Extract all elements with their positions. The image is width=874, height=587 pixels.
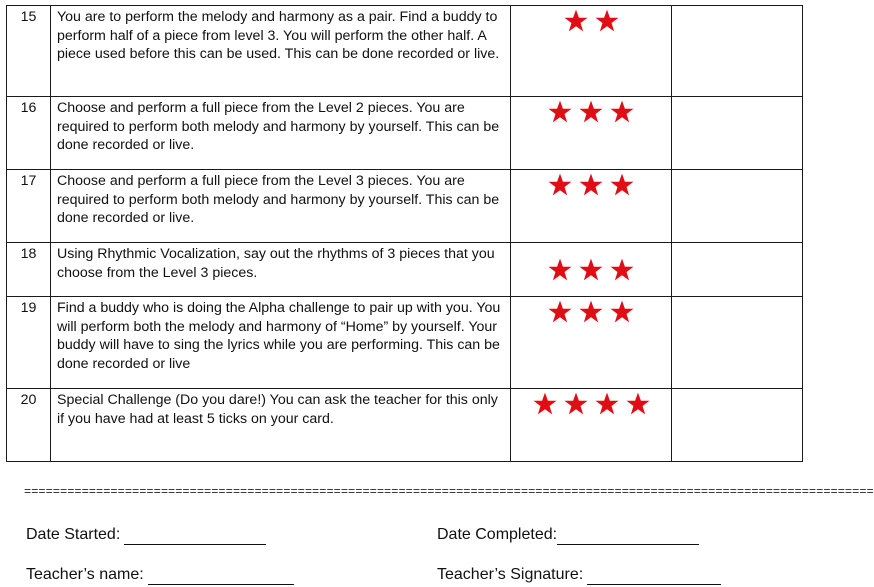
star-icon (563, 391, 589, 417)
star-icon (563, 8, 589, 34)
challenge-description: Special Challenge (Do you dare!) You can ask the teacher for this only if you have had at least 5 ticks on your card. (51, 389, 511, 462)
challenge-row (7, 297, 803, 389)
challenge-description: Choose and perform a full piece from the Level 3 pieces. You are required to perform both melody and harmony by yourself. This can be done recorded or live. (51, 170, 511, 243)
challenge-table-body (7, 6, 803, 462)
star-icon (625, 391, 651, 417)
challenge-row (7, 389, 803, 462)
challenge-row (7, 243, 803, 297)
divider-line: ====================================================================================================================== (24, 485, 874, 499)
tick-box[interactable] (672, 6, 803, 97)
tick-box[interactable] (672, 389, 803, 462)
challenge-table (6, 5, 803, 462)
challenge-number: 15 (7, 6, 51, 97)
star-icon (609, 257, 635, 283)
tick-box[interactable] (672, 243, 803, 297)
challenge-number: 18 (7, 243, 51, 297)
teachers-name-label: Teacher’s name: (26, 566, 144, 583)
date-completed-field (437, 525, 699, 545)
challenge-number: 20 (7, 389, 51, 462)
star-icon (547, 299, 573, 325)
date-completed-blank[interactable] (557, 529, 699, 545)
teachers-name-blank[interactable] (148, 569, 294, 585)
date-completed-label: Date Completed: (437, 526, 558, 543)
difficulty-stars-cell (511, 97, 672, 170)
tick-box[interactable] (672, 97, 803, 170)
star-icon (609, 299, 635, 325)
difficulty-stars-cell (511, 297, 672, 389)
star-icon (547, 172, 573, 198)
challenge-description: Find a buddy who is doing the Alpha challenge to pair up with you. You will perform both the melody and harmony of “Home” by yourself. Your buddy will have to sing the lyrics while you are performing. This can be done recorded or live (51, 297, 511, 389)
date-started-field (26, 525, 266, 545)
difficulty-rating (563, 8, 620, 34)
teachers-name-field (26, 565, 294, 585)
tick-box[interactable] (672, 170, 803, 243)
star-icon (594, 391, 620, 417)
teachers-signature-blank[interactable] (587, 569, 721, 585)
star-icon (609, 99, 635, 125)
difficulty-rating (547, 172, 635, 198)
challenge-description: Using Rhythmic Vocalization, say out the rhythms of 3 pieces that you choose from the Level 3 pieces. (51, 243, 511, 297)
star-icon (547, 257, 573, 283)
challenge-row (7, 6, 803, 97)
star-icon (532, 391, 558, 417)
star-icon (578, 257, 604, 283)
challenge-row (7, 97, 803, 170)
challenge-number: 17 (7, 170, 51, 243)
challenge-number: 16 (7, 97, 51, 170)
difficulty-stars-cell (511, 6, 672, 97)
star-icon (578, 299, 604, 325)
challenge-number: 19 (7, 297, 51, 389)
teachers-signature-field (437, 565, 721, 585)
difficulty-rating (547, 99, 635, 125)
difficulty-stars-cell (511, 243, 672, 297)
date-started-blank[interactable] (124, 529, 266, 545)
teachers-signature-label: Teacher’s Signature: (437, 566, 584, 583)
star-icon (609, 172, 635, 198)
challenge-description: Choose and perform a full piece from the Level 2 pieces. You are required to perform both melody and harmony by yourself. This can be done recorded or live. (51, 97, 511, 170)
difficulty-stars-cell (511, 389, 672, 462)
difficulty-rating (547, 257, 635, 283)
difficulty-rating (532, 391, 651, 417)
difficulty-stars-cell (511, 170, 672, 243)
challenge-row (7, 170, 803, 243)
star-icon (547, 99, 573, 125)
difficulty-rating (547, 299, 635, 325)
star-icon (578, 99, 604, 125)
challenge-description: You are to perform the melody and harmony as a pair. Find a buddy to perform half of a piece from level 3. You will perform the other half. A piece used before this can be used. This can be done recorded or live. (51, 6, 511, 97)
star-icon (578, 172, 604, 198)
date-started-label: Date Started: (26, 526, 121, 543)
tick-box[interactable] (672, 297, 803, 389)
star-icon (594, 8, 620, 34)
